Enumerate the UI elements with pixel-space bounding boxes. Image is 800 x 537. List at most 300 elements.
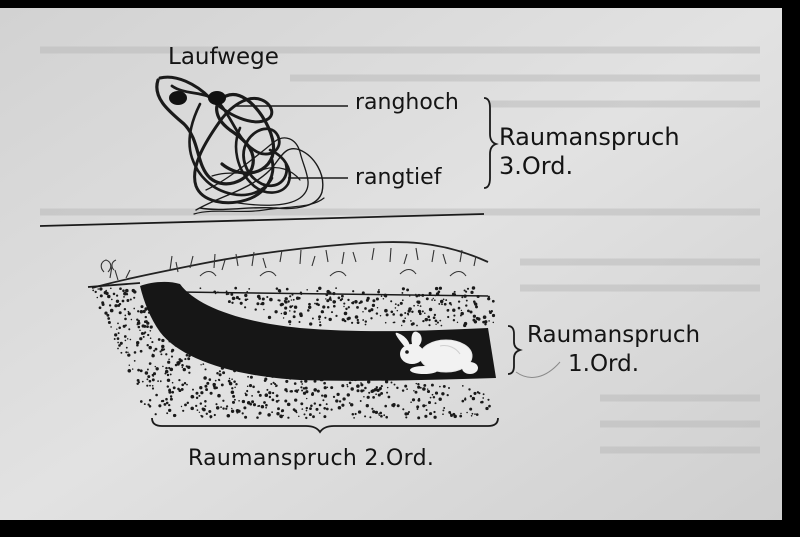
soil-dot bbox=[357, 321, 360, 324]
soil-dot bbox=[465, 304, 467, 306]
soil-dot bbox=[251, 400, 254, 403]
soil-dot bbox=[433, 316, 436, 319]
soil-dot bbox=[212, 383, 215, 386]
soil-dot bbox=[316, 298, 319, 301]
soil-dot bbox=[117, 348, 119, 350]
soil-dot bbox=[92, 290, 94, 292]
soil-dot bbox=[474, 302, 476, 304]
soil-dot bbox=[128, 311, 130, 313]
soil-dot bbox=[247, 376, 249, 378]
soil-dot bbox=[178, 358, 181, 361]
soil-dot bbox=[281, 410, 283, 412]
soil-dot bbox=[152, 385, 154, 387]
soil-dot bbox=[162, 366, 164, 368]
soil-dot bbox=[341, 295, 344, 298]
soil-dot bbox=[204, 368, 206, 370]
soil-dot bbox=[341, 384, 344, 387]
soil-dot bbox=[300, 386, 302, 388]
soil-dot bbox=[140, 310, 143, 313]
soil-dot bbox=[372, 410, 375, 413]
soil-dot bbox=[478, 392, 480, 394]
soil-dot bbox=[309, 407, 312, 410]
soil-dot bbox=[472, 413, 474, 415]
label-raumanspruch-3-line2: 3.Ord. bbox=[499, 152, 574, 180]
soil-dot bbox=[318, 318, 320, 320]
soil-dot bbox=[199, 386, 202, 389]
soil-dot bbox=[244, 306, 246, 308]
soil-dot bbox=[280, 303, 283, 306]
soil-dot bbox=[114, 338, 116, 340]
soil-dot bbox=[132, 289, 135, 292]
soil-dot bbox=[283, 304, 284, 305]
soil-dot bbox=[380, 389, 382, 391]
soil-dot bbox=[145, 371, 148, 374]
soil-dot bbox=[378, 413, 380, 415]
soil-dot bbox=[360, 300, 363, 303]
label-laufwege: Laufwege bbox=[168, 44, 279, 70]
soil-dot bbox=[166, 412, 168, 414]
soil-dot bbox=[362, 311, 364, 313]
soil-dot bbox=[323, 382, 326, 385]
soil-dot bbox=[151, 341, 153, 343]
soil-dot bbox=[461, 310, 462, 311]
soil-dot bbox=[491, 310, 493, 312]
soil-dot bbox=[289, 324, 291, 326]
soil-dot bbox=[221, 383, 224, 386]
soil-dot bbox=[116, 329, 117, 330]
soil-dot bbox=[318, 315, 321, 318]
soil-dot bbox=[416, 405, 419, 408]
soil-dot bbox=[172, 382, 174, 384]
soil-dot bbox=[352, 302, 354, 304]
soil-dot bbox=[260, 303, 262, 305]
soil-dot bbox=[406, 288, 409, 291]
soil-dot bbox=[151, 354, 154, 357]
soil-dot bbox=[251, 395, 253, 397]
soil-dot bbox=[228, 380, 231, 383]
soil-dot bbox=[351, 322, 353, 324]
soil-dot bbox=[314, 402, 316, 404]
soil-dot bbox=[195, 392, 198, 395]
label-raumanspruch-1-line1: Raumanspruch bbox=[527, 322, 701, 348]
soil-dot bbox=[370, 308, 373, 311]
soil-dot bbox=[275, 384, 277, 386]
soil-dot bbox=[294, 398, 297, 401]
soil-dot bbox=[219, 370, 221, 372]
soil-dot bbox=[376, 297, 379, 300]
soil-dot bbox=[380, 315, 381, 316]
soil-dot bbox=[168, 388, 171, 391]
soil-dot bbox=[387, 387, 388, 388]
soil-dot bbox=[141, 332, 144, 335]
soil-dot bbox=[439, 287, 442, 290]
soil-dot bbox=[134, 351, 137, 354]
soil-dot bbox=[338, 406, 342, 410]
soil-dot bbox=[153, 372, 156, 375]
soil-dot bbox=[329, 318, 332, 321]
soil-dot bbox=[205, 388, 208, 391]
soil-dot bbox=[166, 402, 169, 405]
soil-dot bbox=[381, 295, 383, 297]
soil-dot bbox=[333, 305, 336, 308]
soil-dot bbox=[485, 407, 488, 410]
soil-dot bbox=[444, 303, 447, 306]
soil-dot bbox=[161, 345, 164, 348]
soil-dot bbox=[249, 384, 252, 387]
soil-dot bbox=[348, 306, 350, 308]
soil-dot bbox=[306, 289, 308, 291]
soil-dot bbox=[439, 398, 441, 400]
soil-dot bbox=[213, 386, 216, 389]
soil-dot bbox=[146, 344, 148, 346]
soil-dot bbox=[442, 409, 444, 411]
soil-dot bbox=[124, 318, 127, 321]
soil-dot bbox=[139, 337, 142, 340]
soil-dot bbox=[428, 319, 430, 321]
soil-dot bbox=[152, 378, 155, 381]
soil-dot bbox=[368, 392, 370, 394]
soil-dot bbox=[393, 405, 395, 407]
soil-dot bbox=[409, 295, 410, 296]
soil-dot bbox=[314, 303, 316, 305]
soil-dot bbox=[123, 292, 127, 296]
soil-dot bbox=[292, 305, 294, 307]
soil-dot bbox=[204, 385, 207, 388]
soil-dot bbox=[393, 322, 395, 324]
label-raumanspruch-2: Raumanspruch 2.Ord. bbox=[188, 446, 435, 471]
soil-dot bbox=[418, 398, 420, 400]
soil-dot bbox=[277, 407, 280, 410]
soil-dot bbox=[317, 304, 320, 307]
soil-dot bbox=[272, 392, 274, 394]
soil-dot bbox=[482, 321, 485, 324]
soil-dot bbox=[427, 388, 429, 390]
soil-dot bbox=[231, 387, 233, 389]
soil-dot bbox=[111, 299, 113, 301]
soil-dot bbox=[431, 384, 434, 387]
soil-dot bbox=[430, 397, 432, 399]
soil-dot bbox=[470, 395, 472, 397]
soil-dot bbox=[231, 302, 233, 304]
soil-dot bbox=[448, 411, 451, 414]
soil-dot bbox=[231, 378, 233, 380]
soil-dot bbox=[322, 399, 324, 401]
soil-dot bbox=[424, 312, 426, 314]
soil-dot bbox=[357, 389, 360, 392]
soil-dot bbox=[133, 308, 135, 310]
soil-dot bbox=[255, 308, 257, 310]
soil-dot bbox=[137, 310, 139, 312]
soil-dot bbox=[317, 390, 320, 393]
soil-dot bbox=[208, 410, 211, 413]
soil-dot bbox=[171, 391, 174, 394]
soil-dot bbox=[248, 288, 250, 290]
soil-dot bbox=[184, 382, 186, 384]
soil-dot bbox=[250, 376, 253, 379]
soil-dot bbox=[429, 308, 432, 311]
soil-dot bbox=[144, 331, 146, 333]
soil-dot bbox=[284, 300, 286, 302]
soil-dot bbox=[383, 414, 385, 416]
soil-dot bbox=[366, 404, 369, 407]
soil-dot bbox=[372, 299, 375, 302]
soil-dot bbox=[118, 344, 121, 347]
soil-dot bbox=[272, 399, 275, 402]
soil-dot bbox=[301, 408, 303, 410]
soil-dot bbox=[412, 322, 415, 325]
soil-dot bbox=[327, 306, 330, 309]
soil-dot bbox=[425, 318, 428, 321]
soil-dot bbox=[416, 383, 417, 384]
soil-dot bbox=[466, 412, 468, 414]
soil-dot bbox=[122, 289, 125, 292]
soil-dot bbox=[155, 366, 156, 367]
soil-dot bbox=[413, 305, 415, 307]
soil-dot bbox=[271, 411, 273, 413]
soil-dot bbox=[238, 400, 240, 402]
soil-dot bbox=[228, 300, 231, 303]
soil-dot bbox=[298, 416, 299, 417]
soil-dot bbox=[146, 378, 148, 380]
soil-dot bbox=[173, 414, 176, 417]
soil-dot bbox=[288, 320, 291, 323]
soil-dot bbox=[126, 299, 129, 302]
soil-dot bbox=[97, 297, 99, 299]
soil-dot bbox=[181, 364, 184, 367]
soil-dot bbox=[165, 367, 168, 370]
soil-dot bbox=[308, 306, 311, 309]
soil-dot bbox=[402, 408, 404, 410]
soil-dot bbox=[99, 306, 102, 309]
soil-dot bbox=[117, 337, 120, 340]
soil-dot bbox=[152, 387, 154, 389]
soil-dot bbox=[264, 379, 267, 382]
soil-dot bbox=[120, 352, 122, 354]
soil-dot bbox=[265, 393, 269, 397]
soil-dot bbox=[191, 395, 195, 399]
soil-dot bbox=[269, 396, 271, 398]
soil-dot bbox=[182, 410, 184, 412]
soil-dot bbox=[318, 287, 321, 290]
soil-dot bbox=[447, 309, 450, 312]
soil-dot bbox=[353, 417, 355, 419]
soil-dot bbox=[293, 311, 295, 313]
soil-dot bbox=[452, 309, 455, 312]
soil-dot bbox=[303, 413, 305, 415]
soil-dot bbox=[226, 405, 228, 407]
soil-dot bbox=[127, 352, 128, 353]
soil-dot bbox=[332, 292, 335, 295]
soil-dot bbox=[125, 340, 127, 342]
soil-dot bbox=[347, 386, 349, 388]
soil-dot bbox=[195, 405, 197, 407]
soil-dot bbox=[294, 306, 297, 309]
soil-dot bbox=[492, 300, 495, 303]
soil-dot bbox=[342, 397, 345, 400]
soil-dot bbox=[380, 392, 383, 395]
soil-dot bbox=[306, 410, 308, 412]
soil-dot bbox=[300, 314, 303, 317]
soil-dot bbox=[369, 416, 371, 418]
soil-dot bbox=[329, 296, 331, 298]
soil-dot bbox=[410, 401, 412, 403]
soil-dot bbox=[403, 320, 404, 321]
soil-dot bbox=[313, 388, 317, 392]
soil-dot bbox=[354, 300, 358, 304]
soil-dot bbox=[281, 313, 283, 315]
soil-dot bbox=[146, 322, 149, 325]
soil-dot bbox=[306, 407, 308, 409]
soil-dot bbox=[209, 378, 212, 381]
soil-dot bbox=[165, 353, 167, 355]
soil-dot bbox=[384, 405, 387, 408]
soil-dot bbox=[147, 375, 150, 378]
soil-dot bbox=[263, 309, 265, 311]
soil-dot bbox=[335, 399, 338, 402]
soil-dot bbox=[468, 388, 470, 390]
soil-dot bbox=[375, 393, 377, 395]
soil-dot bbox=[130, 339, 132, 341]
soil-dot bbox=[127, 353, 130, 356]
soil-dot bbox=[402, 287, 405, 290]
soil-dot bbox=[181, 406, 182, 407]
soil-dot bbox=[279, 290, 282, 293]
soil-dot bbox=[228, 415, 230, 417]
soil-dot bbox=[119, 303, 121, 305]
soil-dot bbox=[367, 396, 370, 399]
soil-dot bbox=[311, 393, 314, 396]
soil-dot bbox=[190, 407, 194, 411]
soil-dot bbox=[197, 409, 199, 411]
soil-dot bbox=[108, 321, 111, 324]
soil-dot bbox=[460, 315, 462, 317]
soil-dot bbox=[283, 311, 287, 315]
soil-dot bbox=[287, 300, 289, 302]
soil-dot bbox=[473, 315, 476, 318]
soil-dot bbox=[435, 324, 436, 325]
soil-dot bbox=[199, 412, 200, 413]
soil-dot bbox=[385, 322, 387, 324]
soil-dot bbox=[443, 407, 445, 409]
soil-dot bbox=[294, 382, 297, 385]
soil-dot bbox=[222, 407, 224, 409]
soil-dot bbox=[258, 405, 260, 407]
soil-dot bbox=[167, 385, 169, 387]
soil-dot bbox=[434, 314, 436, 316]
soil-dot bbox=[160, 381, 162, 383]
soil-dot bbox=[422, 387, 426, 391]
soil-dot bbox=[131, 319, 133, 321]
soil-dot bbox=[458, 307, 461, 310]
soil-dot bbox=[262, 297, 265, 300]
soil-dot bbox=[438, 303, 440, 305]
soil-dot bbox=[217, 291, 219, 293]
soil-dot bbox=[395, 303, 397, 305]
soil-dot bbox=[401, 292, 403, 294]
soil-dot bbox=[236, 296, 239, 299]
soil-dot bbox=[116, 294, 118, 296]
soil-dot bbox=[144, 403, 146, 405]
soil-dot bbox=[128, 313, 130, 315]
soil-dot bbox=[425, 405, 426, 406]
soil-dot bbox=[268, 316, 271, 319]
soil-dot bbox=[158, 338, 161, 341]
soil-dot bbox=[128, 369, 132, 373]
soil-dot bbox=[200, 364, 201, 365]
soil-dot bbox=[167, 361, 170, 364]
soil-dot bbox=[289, 310, 291, 312]
soil-dot bbox=[325, 293, 328, 296]
soil-dot bbox=[379, 412, 382, 415]
soil-dot bbox=[105, 290, 107, 292]
soil-dot bbox=[323, 415, 326, 418]
soil-dot bbox=[209, 415, 212, 418]
soil-dot bbox=[125, 351, 127, 353]
soil-dot bbox=[141, 305, 144, 308]
soil-dot bbox=[300, 293, 302, 295]
soil-dot bbox=[220, 406, 222, 408]
soil-dot bbox=[440, 300, 443, 303]
soil-dot bbox=[196, 397, 198, 399]
soil-dot bbox=[101, 301, 104, 304]
soil-dot bbox=[127, 338, 128, 339]
soil-dot bbox=[404, 317, 406, 319]
soil-dot bbox=[210, 392, 213, 395]
soil-dot bbox=[310, 405, 313, 408]
soil-dot bbox=[147, 403, 149, 405]
soil-dot bbox=[326, 290, 330, 294]
soil-dot bbox=[265, 407, 267, 409]
soil-dot bbox=[155, 413, 157, 415]
soil-dot bbox=[158, 404, 161, 407]
soil-dot bbox=[128, 328, 130, 330]
soil-dot bbox=[339, 400, 341, 402]
soil-dot bbox=[147, 369, 149, 371]
soil-dot bbox=[157, 380, 159, 382]
soil-dot bbox=[345, 308, 347, 310]
soil-dot bbox=[136, 341, 139, 344]
soil-dot bbox=[291, 294, 293, 296]
soil-dot bbox=[454, 293, 456, 295]
soil-dot bbox=[463, 324, 466, 327]
soil-dot bbox=[244, 416, 247, 419]
soil-dot bbox=[225, 408, 227, 410]
soil-dot bbox=[183, 368, 186, 371]
soil-dot bbox=[198, 395, 200, 397]
soil-dot bbox=[333, 396, 335, 398]
soil-dot bbox=[247, 385, 249, 387]
soil-dot bbox=[206, 413, 208, 415]
soil-dot bbox=[352, 290, 354, 292]
soil-dot bbox=[230, 293, 233, 296]
soil-dot bbox=[305, 417, 307, 419]
soil-dot bbox=[319, 404, 322, 407]
soil-dot bbox=[99, 287, 102, 290]
soil-dot bbox=[124, 335, 127, 338]
soil-dot bbox=[245, 394, 248, 397]
soil-dot bbox=[422, 320, 424, 322]
soil-dot bbox=[469, 408, 472, 411]
soil-dot bbox=[146, 325, 149, 328]
soil-dot bbox=[385, 416, 388, 419]
soil-dot bbox=[420, 305, 422, 307]
soil-dot bbox=[443, 299, 445, 301]
soil-dot bbox=[488, 320, 490, 322]
soil-dot bbox=[347, 299, 349, 301]
soil-dot bbox=[424, 415, 427, 418]
soil-dot bbox=[412, 398, 415, 401]
soil-dot bbox=[417, 305, 419, 307]
